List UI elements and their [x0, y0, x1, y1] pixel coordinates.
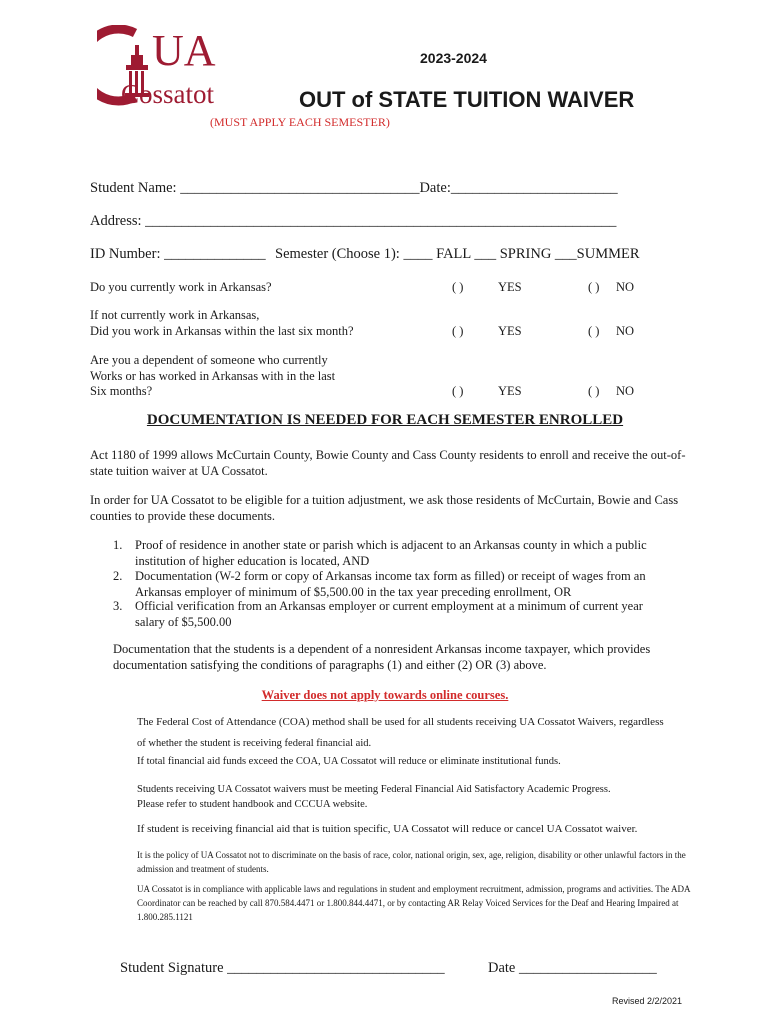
signature-date-field[interactable]: Date ___________________ — [488, 960, 657, 976]
question-1-text: Do you currently work in Arkansas? — [90, 280, 272, 294]
question-2-text: If not currently work in Arkansas, Did you work in Arkansas within the last six month? — [90, 308, 354, 338]
question-3-yes-label: YES — [498, 384, 522, 398]
question-1-no-checkbox[interactable]: ( ) — [588, 280, 600, 294]
question-3-no-label: NO — [616, 384, 635, 398]
revision-date: Revised 2/2/2021 — [612, 996, 683, 1006]
list-item: Official verification from an Arkansas employer or current employment at a minimum of current year salary of $5,500.00 — [135, 599, 643, 629]
question-1-yes-label: YES — [498, 280, 522, 294]
intro-paragraph: In order for UA Cossatot to be eligible for a tuition adjustment, we ask those residents of McCurtain, Bowie and Cass counties to provide these documents. — [90, 493, 679, 523]
logo-text-cossatot: Cossatot — [121, 79, 215, 109]
documentation-heading: DOCUMENTATION IS NEEDED FOR EACH SEMESTER ENROLLED — [146, 412, 624, 428]
id-number-field[interactable]: ID Number: ______________ — [90, 246, 266, 262]
list-item: Documentation (W-2 form or copy of Arkansas income tax form as filled) or receipt of wages from an Arkansas employer of minimum of $5,500.00 in the tax year preceding enrollment, OR — [135, 569, 646, 599]
list-item: Proof of residence in another state or parish which is adjacent to an Arkansas county in which a public institution of higher education is located, AND — [135, 538, 647, 568]
list-item-number: 2. — [113, 569, 123, 583]
coa-line-1: Federal Cost of Attendance (COA) method shall be used for all students receiving UA Cossatot Waivers, regardless — [153, 716, 664, 728]
nondiscrimination-policy: It is the policy of UA Cossatot not to discriminate on the basis of race, color, national origin, sex, age, religion, disability or other unlawful factors in the admission and treatment of students. — [137, 850, 686, 874]
online-waiver-notice: Waiver does not apply towards online courses. — [261, 688, 509, 702]
coa-line-3: If total financial aid funds exceed the COA, UA Cossatot will reduce or eliminate institutional funds. — [137, 756, 561, 767]
student-name-date-field[interactable]: Student Name: _________________________________Date:_______________________ — [90, 180, 618, 196]
dependent-paragraph: Documentation that the students is a dependent of a nonresident Arkansas income taxpayer, which provides documentation satisfying the conditions of paragraphs (1) and either (2) OR (3) above. — [113, 642, 651, 672]
logo-text-ua: UA — [152, 26, 216, 75]
question-2-no-checkbox[interactable]: ( ) — [588, 324, 600, 338]
question-3-no-checkbox[interactable]: ( ) — [588, 384, 600, 398]
list-item-number: 1. — [113, 538, 123, 552]
page-title: OUT of STATE TUITION WAIVER — [299, 87, 635, 112]
semester-field[interactable]: Semester (Choose 1): ____ FALL ___ SPRING ___SUMMER — [275, 246, 640, 262]
coa-paragraph — [137, 716, 664, 728]
ua-cossatot-logo — [97, 25, 242, 115]
page-subtitle: (MUST APPLY EACH SEMESTER) — [210, 115, 390, 129]
address-field[interactable]: Address: _________________________________________________________________ — [90, 213, 617, 229]
act-paragraph: Act 1180 of 1999 allows McCurtain County, Bowie County and Cass County residents to enroll and receive the out-of-state tuition waiver at UA Cossatot. — [90, 448, 686, 478]
question-2-yes-label: YES — [498, 324, 522, 338]
student-signature-field[interactable]: Student Signature ______________________________ — [120, 960, 445, 976]
question-3-yes-checkbox[interactable]: ( ) — [452, 384, 464, 398]
question-3-text: Are you a dependent of someone who currently Works or has worked in Arkansas with in the last Six months? — [90, 353, 336, 398]
coa-line-2: of whether the student is receiving federal financial aid. — [137, 738, 372, 749]
question-1-no-label: NO — [616, 280, 635, 294]
coa-lead-word: The — [137, 717, 154, 728]
question-2-yes-checkbox[interactable]: ( ) — [452, 324, 464, 338]
sap-paragraph: Students receiving UA Cossatot waivers must be meeting Federal Financial Aid Satisfactory Academic Progress. Please refer to student handbook and CCCUA website. — [137, 784, 611, 810]
list-item-number: 3. — [113, 599, 123, 613]
tuition-specific-paragraph: If student is receiving financial aid that is tuition specific, UA Cossatot will reduce or cancel UA Cossatot waiver. — [137, 823, 638, 835]
question-1-yes-checkbox[interactable]: ( ) — [452, 280, 464, 294]
question-2-no-label: NO — [616, 324, 635, 338]
ada-compliance: UA Cossatot is in compliance with applicable laws and regulations in student and employment recruitment, admission, programs and activities. The ADA Coordinator can be reached by call 870.584.4471 or 1.800.844.4471, or by contacting AR Relay Voiced Services for the Deaf and Hearing Impaired at 1.800.285.1121 — [137, 884, 690, 922]
academic-year: 2023-2024 — [420, 50, 487, 66]
